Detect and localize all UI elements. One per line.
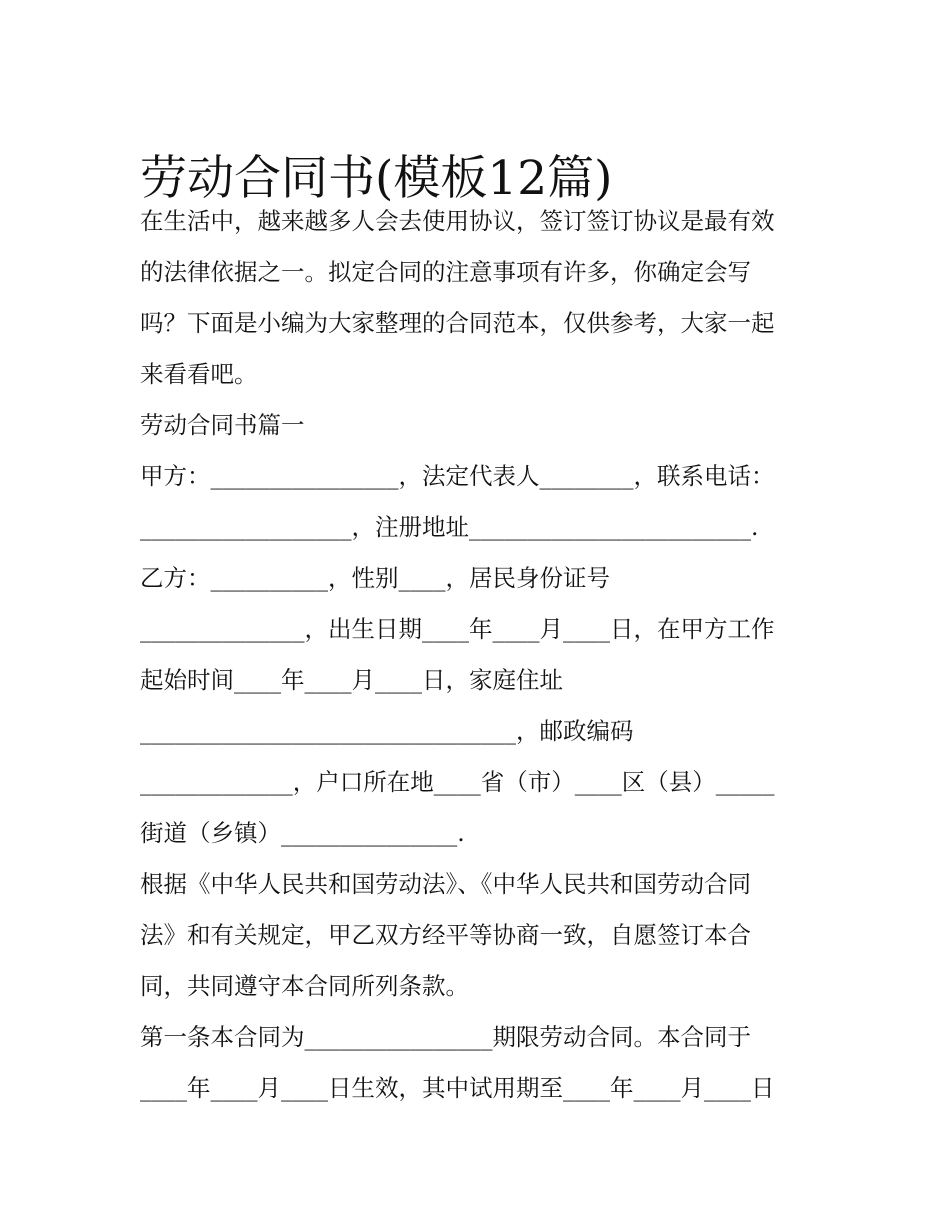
intro-line-4: 来看看吧。 xyxy=(140,360,258,388)
party-b-line-4: ________________________________，邮政编码 xyxy=(140,717,634,745)
party-b-line-2: ______________，出生日期____年____月____日，在甲方工作 xyxy=(140,615,775,643)
party-b-line-3: 起始时间____年____月____日，家庭住址 xyxy=(140,666,563,694)
intro-line-1: 在生活中，越来越多人会去使用协议，签订签订协议是最有效 xyxy=(140,207,775,235)
basis-line-2: 法》和有关规定，甲乙双方经平等协商一致，自愿签订本合 xyxy=(140,921,751,949)
basis-line-1: 根据《中华人民共和国劳动法》、《中华人民共和国劳动合同 xyxy=(140,870,751,898)
party-a-line-2: __________________，注册地址________________________. xyxy=(140,513,759,541)
party-b-line-6: 街道（乡镇）_______________. xyxy=(140,819,465,847)
article-1-line-2: ____年____月____日生效，其中试用期至____年____月____日 xyxy=(140,1074,775,1102)
party-a-line-1: 甲方：________________，法定代表人________，联系电话： xyxy=(140,462,775,490)
section-heading: 劳动合同书篇一 xyxy=(140,411,305,439)
party-b-line-1: 乙方：__________，性别____，居民身份证号 xyxy=(140,564,610,592)
basis-line-3: 同，共同遵守本合同所列条款。 xyxy=(140,972,469,1000)
party-b-line-5: _____________，户口所在地____省（市）____区（县）_____ xyxy=(140,768,775,796)
intro-line-3: 吗？下面是小编为大家整理的合同范本，仅供参考，大家一起 xyxy=(140,309,775,337)
intro-line-2: 的法律依据之一。拟定合同的注意事项有许多，你确定会写 xyxy=(140,258,751,286)
article-1-line-1: 第一条本合同为________________期限劳动合同。本合同于 xyxy=(140,1023,751,1051)
page-title: 劳动合同书(模板12篇) xyxy=(140,151,613,207)
